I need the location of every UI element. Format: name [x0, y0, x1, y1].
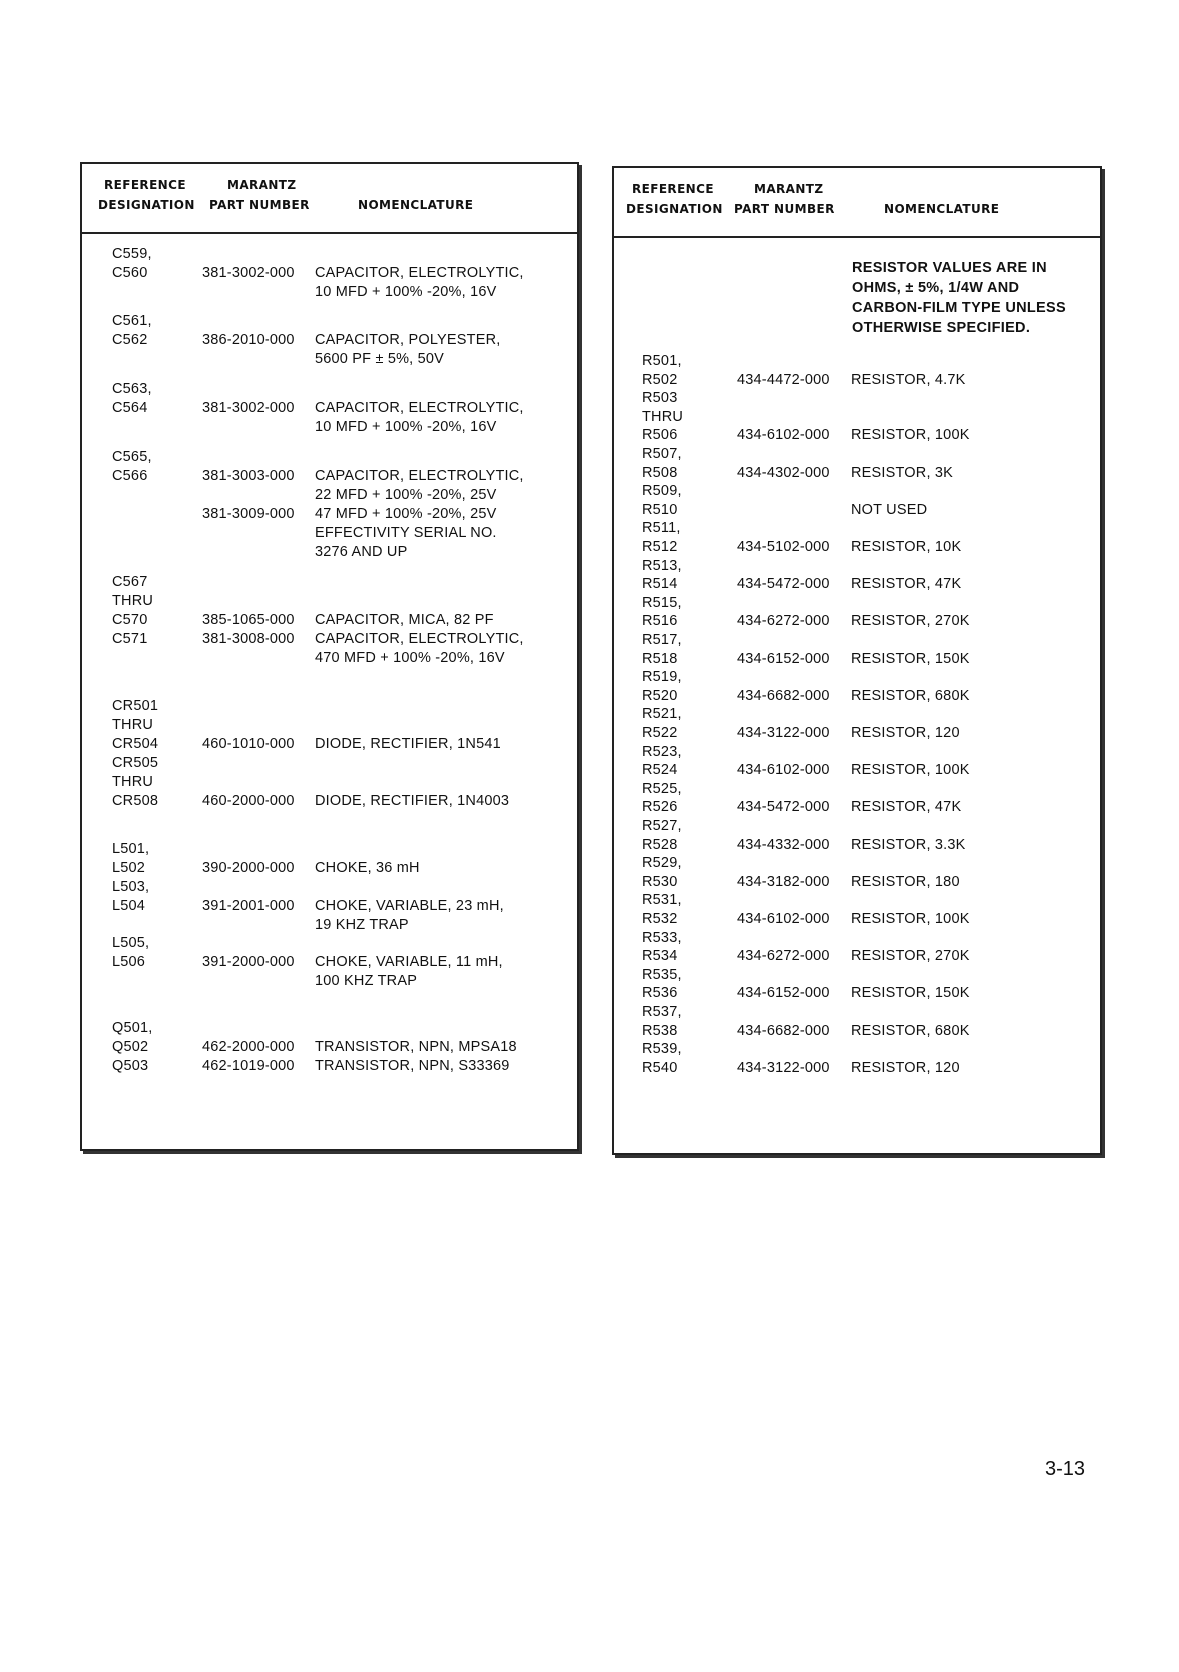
nomenclature: RESISTOR, 680K [851, 1023, 970, 1039]
table-header [614, 168, 1100, 238]
ref-designation: C560 [112, 265, 148, 281]
ref-designation: R520 [642, 688, 678, 704]
ref-designation: R529, [642, 855, 682, 871]
part-number: 460-1010-000 [202, 736, 295, 752]
part-number: 434-6682-000 [737, 688, 830, 704]
ref-designation: R522 [642, 725, 678, 741]
ref-designation: L501, [112, 841, 150, 857]
ref-designation: CR505 [112, 755, 159, 771]
nomenclature: RESISTOR, 180 [851, 874, 960, 890]
part-number: 434-6152-000 [737, 651, 830, 667]
ref-designation: C561, [112, 313, 152, 329]
header-reference: REFERENCE [104, 178, 186, 192]
part-number: 434-4332-000 [737, 837, 830, 853]
ref-designation: Q501, [112, 1020, 153, 1036]
ref-designation: R503 [642, 390, 678, 406]
ref-designation: CR504 [112, 736, 159, 752]
nomenclature: DIODE, RECTIFIER, 1N4003 [315, 793, 510, 809]
nomenclature: 470 MFD + 100% -20%, 16V [315, 650, 505, 666]
part-number: 381-3002-000 [202, 265, 295, 281]
nomenclature: EFFECTIVITY SERIAL NO. [315, 525, 497, 541]
nomenclature: CHOKE, VARIABLE, 23 mH, [315, 898, 504, 914]
note-line: OTHERWISE SPECIFIED. [852, 320, 1031, 336]
part-number: 434-6102-000 [737, 762, 830, 778]
nomenclature: RESISTOR, 10K [851, 539, 962, 555]
note-line: RESISTOR VALUES ARE IN [852, 260, 1047, 276]
part-number: 434-4472-000 [737, 372, 830, 388]
page-number: 3-13 [1045, 1458, 1086, 1480]
table-body [82, 234, 577, 1149]
ref-designation: R521, [642, 706, 682, 722]
ref-designation: R540 [642, 1060, 678, 1076]
ref-designation: L506 [112, 954, 146, 970]
resistor-note [852, 258, 1066, 338]
ref-designation: R507, [642, 446, 682, 462]
part-number: 462-2000-000 [202, 1039, 295, 1055]
ref-designation: R524 [642, 762, 678, 778]
nomenclature: RESISTOR, 100K [851, 762, 970, 778]
header-marantz: MARANTZ [754, 182, 824, 196]
nomenclature: RESISTOR, 3K [851, 465, 954, 481]
ref-designation: C565, [112, 449, 152, 465]
ref-designation: R534 [642, 948, 678, 964]
note-line: OHMS, ± 5%, 1/4W AND [852, 280, 1020, 296]
nomenclature: RESISTOR, 3.3K [851, 837, 966, 853]
ref-designation: R511, [642, 520, 681, 536]
part-number: 434-6272-000 [737, 613, 830, 629]
nomenclature: CAPACITOR, ELECTROLYTIC, [315, 265, 524, 281]
ref-designation: R513, [642, 558, 682, 574]
ref-designation: C566 [112, 468, 148, 484]
ref-designation: R514 [642, 576, 678, 592]
ref-designation: L503, [112, 879, 150, 895]
ref-designation: L502 [112, 860, 146, 876]
ref-designation: R528 [642, 837, 678, 853]
ref-designation: R512 [642, 539, 678, 555]
nomenclature: CAPACITOR, POLYESTER, [315, 332, 501, 348]
part-number: 381-3002-000 [202, 400, 295, 416]
ref-designation: R525, [642, 781, 682, 797]
ref-designation: R509, [642, 483, 682, 499]
ref-designation: C571 [112, 631, 148, 647]
ref-designation: THRU [112, 717, 154, 733]
ref-designation: C570 [112, 612, 148, 628]
part-number: 434-3122-000 [737, 1060, 830, 1076]
ref-designation: R527, [642, 818, 682, 834]
nomenclature: CAPACITOR, MICA, 82 PF [315, 612, 494, 628]
part-number: 462-1019-000 [202, 1058, 295, 1074]
part-number: 434-5472-000 [737, 799, 830, 815]
nomenclature: RESISTOR, 270K [851, 613, 970, 629]
nomenclature: RESISTOR, 120 [851, 1060, 960, 1076]
ref-designation: R519, [642, 669, 682, 685]
table-body [614, 238, 1100, 1153]
table-header [82, 164, 577, 234]
nomenclature: 100 KHZ TRAP [315, 973, 418, 989]
nomenclature: 10 MFD + 100% -20%, 16V [315, 284, 497, 300]
nomenclature: 5600 PF ± 5%, 50V [315, 351, 445, 367]
ref-designation: C562 [112, 332, 148, 348]
nomenclature: 22 MFD + 100% -20%, 25V [315, 487, 497, 503]
nomenclature: CHOKE, VARIABLE, 11 mH, [315, 954, 503, 970]
part-number: 460-2000-000 [202, 793, 295, 809]
part-number: 381-3008-000 [202, 631, 295, 647]
header-nomenclature: NOMENCLATURE [884, 202, 1000, 216]
header-designation: DESIGNATION [626, 202, 723, 216]
nomenclature: 3276 AND UP [315, 544, 408, 560]
ref-designation: C564 [112, 400, 148, 416]
ref-designation: R508 [642, 465, 678, 481]
header-reference: REFERENCE [632, 182, 714, 196]
parts-table-right [612, 166, 1102, 1155]
ref-designation: R533, [642, 930, 682, 946]
part-number: 390-2000-000 [202, 860, 295, 876]
header-nomenclature: NOMENCLATURE [358, 198, 474, 212]
nomenclature: CAPACITOR, ELECTROLYTIC, [315, 400, 524, 416]
part-number: 434-6272-000 [737, 948, 830, 964]
nomenclature: DIODE, RECTIFIER, 1N541 [315, 736, 501, 752]
part-number: 434-3182-000 [737, 874, 830, 890]
part-number: 381-3009-000 [202, 506, 295, 522]
ref-designation: L505, [112, 935, 150, 951]
ref-designation: L504 [112, 898, 146, 914]
ref-designation: R510 [642, 502, 678, 518]
nomenclature: RESISTOR, 100K [851, 911, 970, 927]
ref-designation: R526 [642, 799, 678, 815]
nomenclature: 47 MFD + 100% -20%, 25V [315, 506, 497, 522]
ref-designation: Q503 [112, 1058, 149, 1074]
ref-designation: CR501 [112, 698, 159, 714]
nomenclature: CAPACITOR, ELECTROLYTIC, [315, 631, 524, 647]
nomenclature: 19 KHZ TRAP [315, 917, 409, 933]
parts-table-left [80, 162, 579, 1151]
ref-designation: C563, [112, 381, 152, 397]
ref-designation: R532 [642, 911, 678, 927]
nomenclature: RESISTOR, 47K [851, 799, 962, 815]
part-number: 391-2001-000 [202, 898, 295, 914]
ref-designation: R531, [642, 892, 682, 908]
ref-designation: R502 [642, 372, 678, 388]
part-number: 434-6102-000 [737, 911, 830, 927]
header-part-number: PART NUMBER [734, 202, 835, 216]
ref-designation: C559, [112, 246, 152, 262]
ref-designation: R537, [642, 1004, 682, 1020]
nomenclature: RESISTOR, 100K [851, 427, 970, 443]
ref-designation: R536 [642, 985, 678, 1001]
ref-designation: THRU [642, 409, 684, 425]
nomenclature: TRANSISTOR, NPN, MPSA18 [315, 1039, 517, 1055]
header-marantz: MARANTZ [227, 178, 297, 192]
note-line: CARBON-FILM TYPE UNLESS [852, 300, 1066, 316]
nomenclature: RESISTOR, 47K [851, 576, 962, 592]
nomenclature: NOT USED [851, 502, 928, 518]
nomenclature: RESISTOR, 270K [851, 948, 970, 964]
part-number: 386-2010-000 [202, 332, 295, 348]
part-number: 434-6152-000 [737, 985, 830, 1001]
part-number: 434-5102-000 [737, 539, 830, 555]
ref-designation: R518 [642, 651, 678, 667]
part-number: 385-1065-000 [202, 612, 295, 628]
ref-designation: Q502 [112, 1039, 149, 1055]
part-number: 434-4302-000 [737, 465, 830, 481]
header-part-number: PART NUMBER [209, 198, 310, 212]
part-number: 381-3003-000 [202, 468, 295, 484]
nomenclature: RESISTOR, 120 [851, 725, 960, 741]
header-designation: DESIGNATION [98, 198, 195, 212]
ref-designation: C567 [112, 574, 148, 590]
ref-designation: CR508 [112, 793, 159, 809]
nomenclature: RESISTOR, 680K [851, 688, 970, 704]
ref-designation: R523, [642, 744, 682, 760]
ref-designation: THRU [112, 774, 154, 790]
nomenclature: RESISTOR, 150K [851, 985, 970, 1001]
nomenclature: CAPACITOR, ELECTROLYTIC, [315, 468, 524, 484]
part-number: 434-3122-000 [737, 725, 830, 741]
ref-designation: R501, [642, 353, 682, 369]
ref-designation: THRU [112, 593, 154, 609]
nomenclature: TRANSISTOR, NPN, S33369 [315, 1058, 510, 1074]
part-number: 434-5472-000 [737, 576, 830, 592]
ref-designation: R506 [642, 427, 678, 443]
ref-designation: R538 [642, 1023, 678, 1039]
nomenclature: 10 MFD + 100% -20%, 16V [315, 419, 497, 435]
ref-designation: R516 [642, 613, 678, 629]
nomenclature: RESISTOR, 150K [851, 651, 970, 667]
ref-designation: R535, [642, 967, 682, 983]
part-number: 391-2000-000 [202, 954, 295, 970]
ref-designation: R530 [642, 874, 678, 890]
part-number: 434-6102-000 [737, 427, 830, 443]
ref-designation: R517, [642, 632, 682, 648]
part-number: 434-6682-000 [737, 1023, 830, 1039]
ref-designation: R515, [642, 595, 682, 611]
ref-designation: R539, [642, 1041, 682, 1057]
nomenclature: CHOKE, 36 mH [315, 860, 420, 876]
nomenclature: RESISTOR, 4.7K [851, 372, 966, 388]
